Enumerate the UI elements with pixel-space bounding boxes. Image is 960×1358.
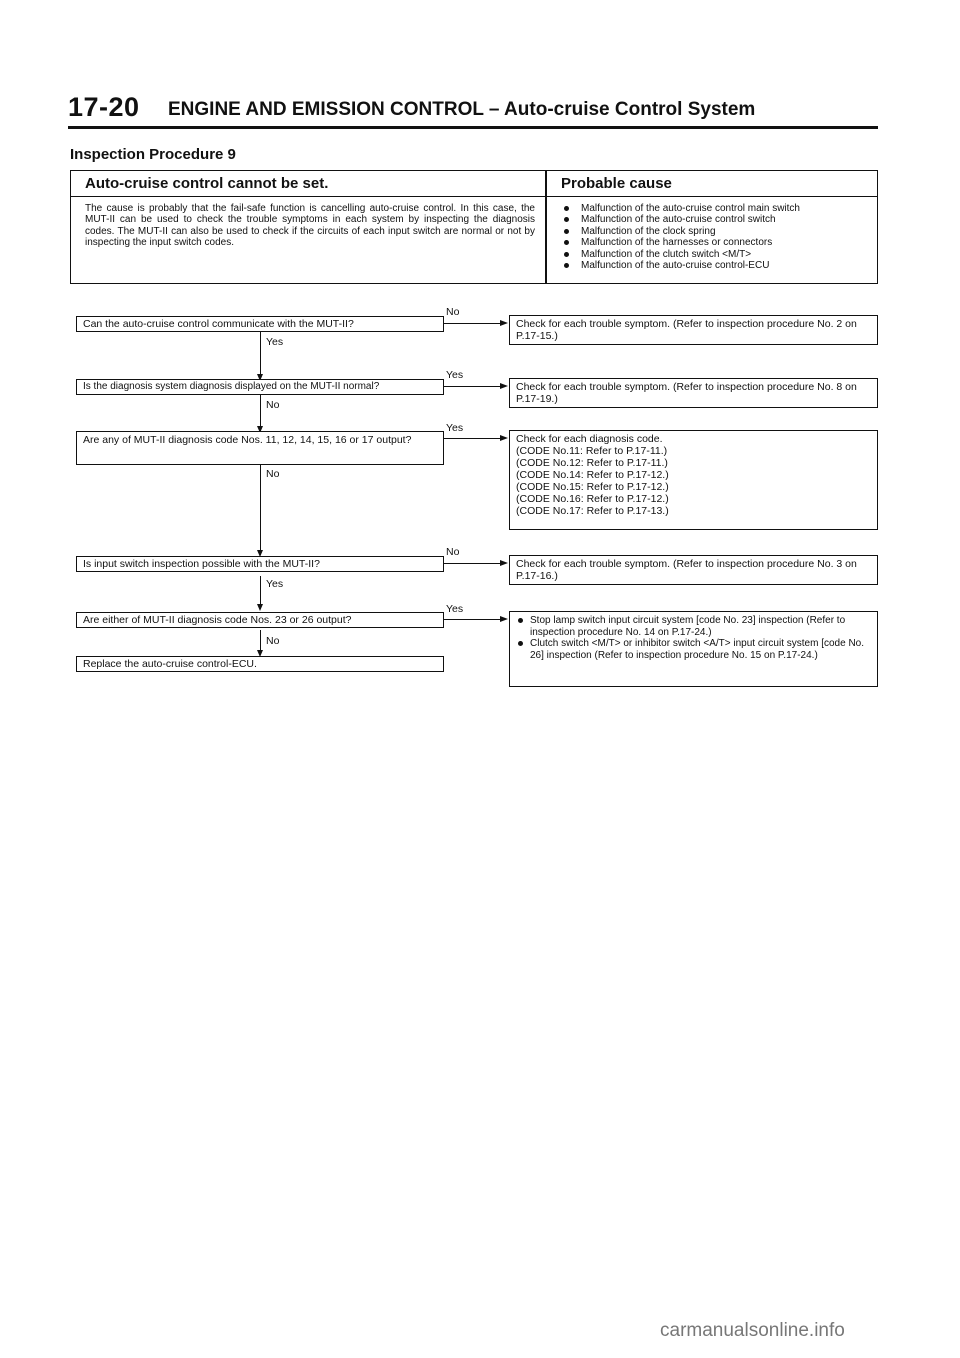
branch-connector xyxy=(444,438,504,439)
question-box: Can the auto-cruise control communicate with the MUT-II? xyxy=(76,316,444,332)
result-line: Check for each diagnosis code. xyxy=(516,433,663,445)
flow-connector xyxy=(260,330,261,379)
page-header xyxy=(68,92,878,128)
cause-item: Malfunction of the clock spring xyxy=(561,226,873,237)
flow-connector xyxy=(260,464,261,555)
result-box: Check for each trouble symptom. (Refer to inspection procedure No. 3 on P.17-16.) xyxy=(509,555,878,585)
down-label: No xyxy=(266,468,280,480)
symptom-header: Auto-cruise control cannot be set. xyxy=(85,175,329,192)
branch-label: Yes xyxy=(446,422,464,434)
branch-connector xyxy=(444,386,504,387)
down-label: No xyxy=(266,635,280,647)
header-rule xyxy=(68,126,878,129)
result-box: Check for each trouble symptom. (Refer to inspection procedure No. 2 on P.17-15.) xyxy=(509,315,878,345)
branch-label: Yes xyxy=(446,603,464,615)
down-label: No xyxy=(266,399,280,411)
branch-label: No xyxy=(446,546,460,558)
watermark: carmanualsonline.info xyxy=(660,1320,845,1341)
branch-connector xyxy=(444,563,504,564)
final-action-box: Replace the auto-cruise control-ECU. xyxy=(76,656,444,672)
branch-connector xyxy=(444,323,504,324)
result-item: Stop lamp switch input circuit system [code No. 23] inspection (Refer to inspection procedure No. 14 on P.17-24.) xyxy=(516,615,871,638)
result-box: Check for each trouble symptom. (Refer to inspection procedure No. 8 on P.17-19.) xyxy=(509,378,878,408)
arrow-right-icon xyxy=(500,616,508,622)
result-line: (CODE No.12: Refer to P.17-11.) xyxy=(516,457,668,469)
branch-connector xyxy=(444,619,504,620)
section-title: ENGINE AND EMISSION CONTROL – Auto-cruise Control System xyxy=(168,99,756,120)
question-box: Are either of MUT-II diagnosis code Nos. 23 or 26 output? xyxy=(76,612,444,628)
question-box: Is the diagnosis system diagnosis displayed on the MUT-II normal? xyxy=(76,379,444,395)
arrow-right-icon xyxy=(500,560,508,566)
result-line: (CODE No.17: Refer to P.17-13.) xyxy=(516,505,669,517)
probable-cause-list xyxy=(561,203,873,271)
result-line: (CODE No.11: Refer to P.17-11.) xyxy=(516,445,668,457)
cause-item: Malfunction of the clutch switch <M/T> xyxy=(561,249,873,260)
result-line: (CODE No.16: Refer to P.17-12.) xyxy=(516,493,669,505)
result-line: (CODE No.14: Refer to P.17-12.) xyxy=(516,469,669,481)
page-number: 17-20 xyxy=(68,92,140,122)
cause-item: Malfunction of the harnesses or connectors xyxy=(561,237,873,248)
arrow-right-icon xyxy=(500,383,508,389)
result-list xyxy=(516,615,871,661)
cause-item: Malfunction of the auto-cruise control switch xyxy=(561,214,873,225)
cause-item: Malfunction of the auto-cruise control-ECU xyxy=(561,260,873,271)
probable-cause-header: Probable cause xyxy=(561,175,672,192)
cause-table xyxy=(70,170,878,284)
branch-label: No xyxy=(446,306,460,318)
arrow-right-icon xyxy=(500,435,508,441)
down-label: Yes xyxy=(266,578,284,590)
arrow-down-icon xyxy=(257,604,263,611)
cause-item: Malfunction of the auto-cruise control main switch xyxy=(561,203,873,214)
result-box xyxy=(509,611,878,687)
result-line: (CODE No.15: Refer to P.17-12.) xyxy=(516,481,669,493)
question-box: Is input switch inspection possible with the MUT-II? xyxy=(76,556,444,572)
procedure-title: Inspection Procedure 9 xyxy=(70,146,236,163)
result-item: Clutch switch <M/T> or inhibitor switch <A/T> input circuit system [code No. 26] inspection (Refer to inspection procedure No. 15 on P.17-24.) xyxy=(516,638,871,661)
down-label: Yes xyxy=(266,336,284,348)
cause-description: The cause is probably that the fail-safe function is cancelling auto-cruise control. In this case, the MUT-II can be used to check the trouble symptoms in each system by inspecting the diagnosis codes. The MUT-II can also be used to check if the circuits of each input switch are normal or not by inspecting the input switch codes. xyxy=(85,203,535,249)
question-box: Are any of MUT-II diagnosis code Nos. 11, 12, 14, 15, 16 or 17 output? xyxy=(76,431,444,465)
result-box xyxy=(509,430,878,530)
arrow-right-icon xyxy=(500,320,508,326)
branch-label: Yes xyxy=(446,369,464,381)
cause-table-divider xyxy=(545,171,547,283)
